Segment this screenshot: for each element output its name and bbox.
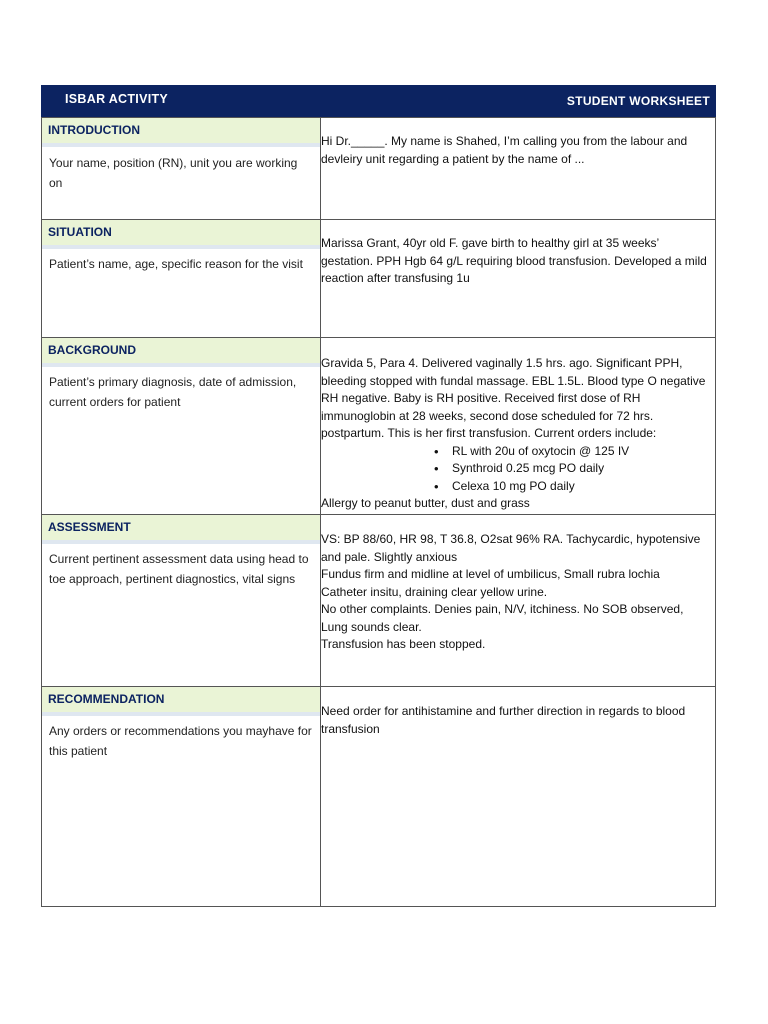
response-text: Catheter insitu, draining clear yellow urine. (321, 584, 548, 599)
list-item: • RL with 20u of oxytocin @ 125 IV (321, 443, 711, 461)
section-label: SITUATION (42, 220, 320, 249)
section-label: RECOMMENDATION (42, 687, 320, 716)
allergy-text: Allergy to peanut butter, dust and grass (321, 496, 530, 510)
section-description: Current pertinent assessment data using head to toe approach, pertinent diagnostics, vital signs (49, 552, 309, 586)
response-text: No other complaints. Denies pain, N/V, itchiness. No SOB observed, Lung sounds clear. (321, 602, 684, 634)
list-item: • Synthroid 0.25 mcg PO daily (321, 460, 711, 478)
isbar-worksheet (41, 85, 716, 907)
response-text: Hi Dr._____. My name is Shahed, I’m calling you from the labour and devleiry unit regarding a patient by the name of ... (321, 134, 688, 166)
section-label: INTRODUCTION (42, 118, 320, 147)
response-text: Fundus firm and midline at level of umbilicus, Small rubra lochia (321, 567, 660, 581)
section-assessment (41, 514, 716, 686)
section-recommendation (41, 686, 716, 907)
section-background (41, 337, 716, 514)
response-text: Transfusion has been stopped. (321, 637, 486, 651)
section-description: Your name, position (RN), unit you are working on (49, 156, 298, 190)
response-text: Marissa Grant, 40yr old F. gave birth to healthy girl at 35 weeks’ gestation. PPH Hgb 64 g/L requiring blood transfusion. Developed a mild reaction after transfusing 1u (321, 236, 707, 285)
section-response[interactable] (321, 515, 715, 686)
response-text: Gravida 5, Para 4. Delivered vaginally 1.5 hrs. ago. Significant PPH, bleeding stopped with fundal massage. EBL 1.5L. Blood type O negative RH negative. Baby is RH positive. Received first dose of RH immunoglobin at 28 weeks, second dose scheduled for 72 hrs. postpartum. This is her first transfusion. Current orders include: (321, 356, 706, 440)
section-label: ASSESSMENT (42, 515, 320, 544)
worksheet-header (41, 85, 716, 117)
section-introduction (41, 117, 716, 219)
orders-list (321, 443, 711, 496)
worksheet-subtitle: STUDENT WORKSHEET (566, 94, 710, 108)
section-description: Patient’s name, age, specific reason for the visit (49, 257, 303, 271)
section-label: BACKGROUND (42, 338, 320, 367)
section-response[interactable] (321, 220, 715, 337)
response-text: Need order for antihistamine and further direction in regards to blood transfusion (321, 704, 686, 736)
section-description: Any orders or recommendations you mayhave for this patient (49, 724, 312, 758)
section-response[interactable] (321, 338, 715, 514)
section-situation (41, 219, 716, 337)
section-description: Patient’s primary diagnosis, date of admission, current orders for patient (49, 375, 297, 409)
section-response[interactable] (321, 687, 715, 906)
worksheet-title: ISBAR ACTIVITY (65, 92, 169, 106)
list-item: • Celexa 10 mg PO daily (321, 478, 711, 496)
section-response[interactable] (321, 118, 715, 219)
response-text: VS: BP 88/60, HR 98, T 36.8, O2sat 96% RA. Tachycardic, hypotensive and pale. Slightly anxious (321, 532, 701, 564)
